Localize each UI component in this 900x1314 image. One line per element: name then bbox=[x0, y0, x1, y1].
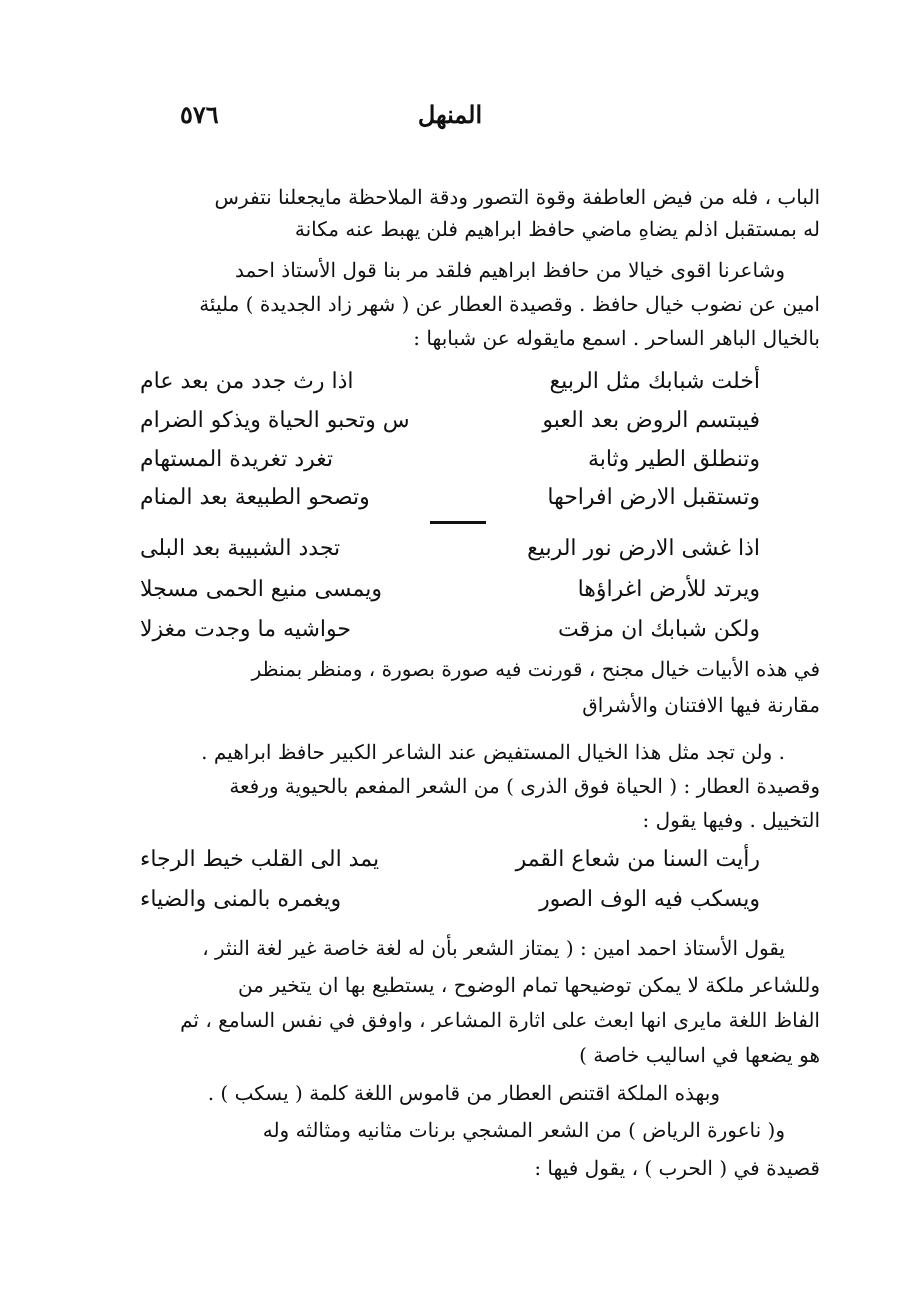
verse-second-hemistich: تجدد الشبيبة بعد البلى bbox=[140, 536, 341, 561]
verse-first-hemistich: رأيت السنا من شعاع القمر bbox=[515, 847, 760, 872]
prose-line: بالخيال الباهر الساحر . اسمع مايقوله عن شبابها : bbox=[413, 326, 820, 350]
verse-second-hemistich: ويغمره بالمنى والضياء bbox=[140, 887, 342, 912]
prose-line: . ولن تجد مثل هذا الخيال المستفيض عند الشاعر الكبير حافظ ابراهيم . bbox=[201, 740, 785, 764]
prose-line: له بمستقبل اذلم يضاهِ ماضي حافظ ابراهيم فلن يهبط عنه مكانة bbox=[294, 217, 820, 241]
prose-line: مقارنة فيها الافتنان والأشراق bbox=[582, 693, 820, 717]
verse-second-hemistich: حواشيه ما وجدت مغزلا bbox=[140, 617, 351, 642]
prose-line: وللشاعر ملكة لا يمكن توضيحها تمام الوضوح ، يستطيع بها ان يتخير من bbox=[237, 973, 820, 997]
prose-line: في هذه الأبيات خيال مجنح ، قورنت فيه صورة بصورة ، ومنظر بمنظر bbox=[251, 657, 820, 681]
verse-line bbox=[140, 481, 760, 515]
prose-line: الباب ، فله من فيض العاطفة وقوة التصور ودقة الملاحظة مايجعلنا نتفرس bbox=[214, 185, 820, 209]
verse-first-hemistich: اذا غشى الارض نور الربيع bbox=[527, 536, 760, 561]
verse-first-hemistich: ويسكب فيه الوف الصور bbox=[539, 887, 760, 912]
prose-line: امين عن نضوب خيال حافظ . وقصيدة العطار عن ( شهر زاد الجديدة ) مليئة bbox=[199, 292, 820, 316]
verse-second-hemistich: تغرد تغريدة المستهام bbox=[140, 447, 333, 472]
verse-second-hemistich: ويمسى منيع الحمى مسجلا bbox=[140, 577, 382, 602]
prose-line: وبهذه الملكة اقتنص العطار من قاموس اللغة كلمة ( يسكب ) . bbox=[207, 1081, 720, 1105]
verse-line bbox=[140, 365, 760, 399]
prose-line: و( ناعورة الرياض ) من الشعر المشجي برنات مثانيه ومثالثه وله bbox=[262, 1118, 785, 1142]
prose-line: قصيدة في ( الحرب ) ، يقول فيها : bbox=[534, 1156, 820, 1180]
verse-first-hemistich: ويرتد للأرض اغراؤها bbox=[577, 577, 760, 602]
prose-line: يقول الأستاذ احمد امين : ( يمتاز الشعر بأن له لغة خاصة غير لغة النثر ، bbox=[202, 936, 785, 960]
verse-first-hemistich: وتنطلق الطير وثابة bbox=[587, 447, 760, 472]
prose-line: وشاعرنا اقوى خيالا من حافظ ابراهيم فلقد مر بنا قول الأستاذ احمد bbox=[234, 258, 785, 282]
prose-line: وقصيدة العطار : ( الحياة فوق الذرى ) من الشعر المفعم بالحيوية ورفعة bbox=[229, 774, 820, 798]
verse-line bbox=[140, 843, 760, 877]
verse-first-hemistich: وتستقبل الارض افراحها bbox=[547, 485, 760, 510]
prose-line: التخييل . وفيها يقول : bbox=[642, 808, 820, 832]
page-number: ٥٧٦ bbox=[180, 100, 219, 129]
verse-line bbox=[140, 613, 760, 647]
section-divider bbox=[430, 521, 486, 524]
running-title: المنهل bbox=[417, 100, 483, 129]
verse-line bbox=[140, 883, 760, 917]
verse-second-hemistich: يمد الى القلب خيط الرجاء bbox=[140, 847, 380, 872]
prose-line: الفاظ اللغة مايرى انها ابعث على اثارة المشاعر ، واوفق في نفس السامع ، ثم bbox=[180, 1008, 820, 1032]
verse-second-hemistich: س وتحبو الحياة ويذكو الضرام bbox=[140, 408, 410, 433]
verse-line bbox=[140, 443, 760, 477]
verse-line bbox=[140, 573, 760, 607]
verse-second-hemistich: وتصحو الطبيعة بعد المنام bbox=[140, 485, 370, 510]
verse-line bbox=[140, 532, 760, 566]
verse-first-hemistich: فيبتسم الروض بعد العبو bbox=[542, 408, 760, 433]
verse-second-hemistich: اذا رث جدد من بعد عام bbox=[140, 369, 354, 394]
verse-first-hemistich: أخلت شبابك مثل الربيع bbox=[549, 369, 760, 394]
verse-first-hemistich: ولكن شبابك ان مزقت bbox=[558, 617, 760, 642]
verse-line bbox=[140, 404, 760, 438]
prose-line: هو يضعها في اساليب خاصة ) bbox=[579, 1043, 820, 1067]
page-header bbox=[180, 100, 720, 140]
